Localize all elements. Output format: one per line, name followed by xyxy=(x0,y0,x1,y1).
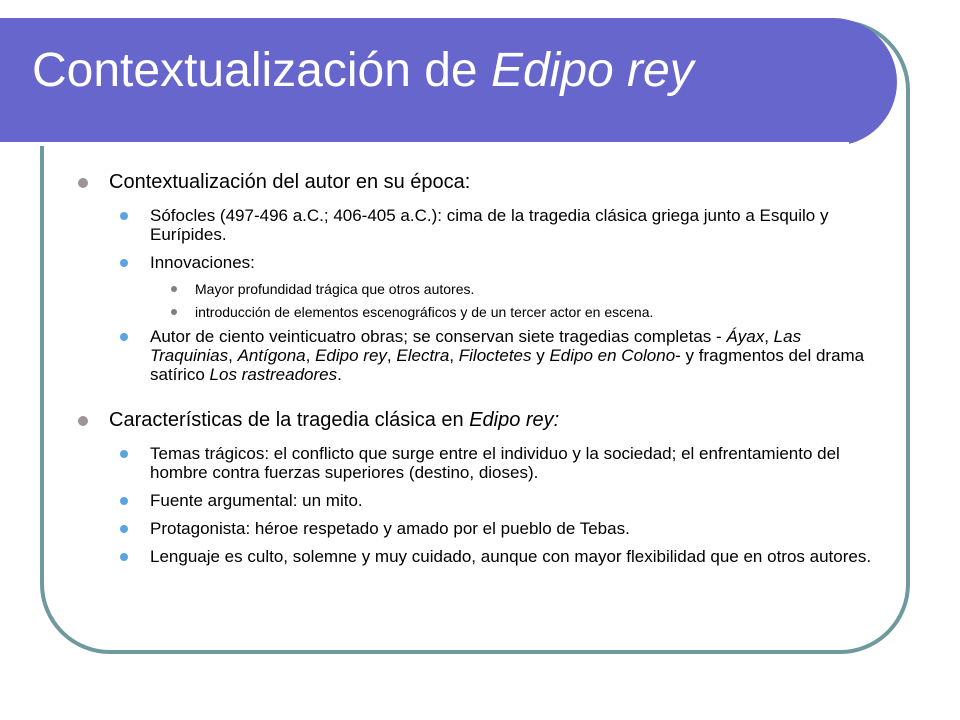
bullet-escenograficos xyxy=(171,304,888,321)
text-run: , xyxy=(764,327,774,346)
bullet-innovaciones xyxy=(120,253,888,272)
bullet-italic-text: Edipo rey: xyxy=(469,409,560,431)
text-run: y xyxy=(531,346,550,365)
bullet-author-context xyxy=(78,170,888,194)
text-run: . xyxy=(337,365,342,384)
bullet-dot-icon xyxy=(78,178,88,188)
bullet-protagonista xyxy=(120,519,888,538)
bullet-text: Temas trágicos: el conflicto que surge entre el individuo y la sociedad; el enfrentamiento del hombre contra fuerzas superiores (destino, dioses). xyxy=(150,444,840,482)
text-run: , xyxy=(228,346,238,365)
bullet-text: Mayor profundidad trágica que otros autores. xyxy=(195,281,475,297)
title-text: Contextualización de xyxy=(32,44,491,97)
bullet-sofocles xyxy=(120,206,888,244)
bullet-dot-icon xyxy=(120,333,128,341)
bullet-dot-icon xyxy=(120,450,128,458)
bullet-dot-icon xyxy=(120,497,128,505)
bullet-dot-icon xyxy=(120,525,128,533)
bullet-characteristics xyxy=(78,408,888,432)
bullet-dot-icon xyxy=(78,416,88,426)
bullet-obras xyxy=(120,327,888,384)
bullet-dot-icon xyxy=(171,286,177,292)
bullet-fuente xyxy=(120,491,888,510)
work-title: Antígona xyxy=(237,346,306,365)
work-title: Filoctetes xyxy=(458,346,532,365)
bullet-text: Innovaciones: xyxy=(150,253,255,272)
bullet-dot-icon xyxy=(120,212,128,220)
title-italic-text: Edipo rey xyxy=(490,44,694,97)
bullet-text: Contextualización del autor en su época: xyxy=(109,171,471,193)
work-title: Las Traquinias xyxy=(150,327,802,365)
bullet-dot-icon xyxy=(171,309,177,315)
works-text xyxy=(150,327,864,384)
title-underline xyxy=(0,142,849,146)
work-title: Electra xyxy=(396,346,450,365)
slide-title xyxy=(32,43,694,98)
bullet-profundidad xyxy=(171,281,888,298)
text-run: Autor de ciento veinticuatro obras; se conservan siete tragedias completas - xyxy=(150,327,727,346)
bullet-temas xyxy=(120,444,888,482)
bullet-text: Protagonista: héroe respetado y amado por el pueblo de Tebas. xyxy=(150,519,630,538)
bullet-text: Características de la tragedia clásica en xyxy=(109,409,470,431)
slide-content xyxy=(78,170,888,575)
work-title: Edipo en Colono xyxy=(549,346,676,365)
text-run: , xyxy=(305,346,316,365)
work-title: Edipo rey xyxy=(315,346,387,365)
work-title: Áyax xyxy=(726,327,765,346)
text-run: - y fragmentos del drama satírico xyxy=(150,346,865,384)
bullet-text: Sófocles (497-496 a.C.; 406-405 a.C.): cima de la tragedia clásica griega junto a Esquilo y Eurípides. xyxy=(150,206,829,244)
bullet-text: Fuente argumental: un mito. xyxy=(150,491,363,510)
bullet-text: introducción de elementos escenográficos y de un tercer actor en escena. xyxy=(195,304,654,320)
bullet-lenguaje xyxy=(120,547,888,566)
bullet-text: Lenguaje es culto, solemne y muy cuidado, aunque con mayor flexibilidad que en otros autores. xyxy=(150,547,872,566)
text-run: , xyxy=(449,346,459,365)
work-title: Los rastreadores xyxy=(209,365,338,384)
bullet-dot-icon xyxy=(120,259,128,267)
text-run: , xyxy=(386,346,397,365)
bullet-dot-icon xyxy=(120,553,128,561)
